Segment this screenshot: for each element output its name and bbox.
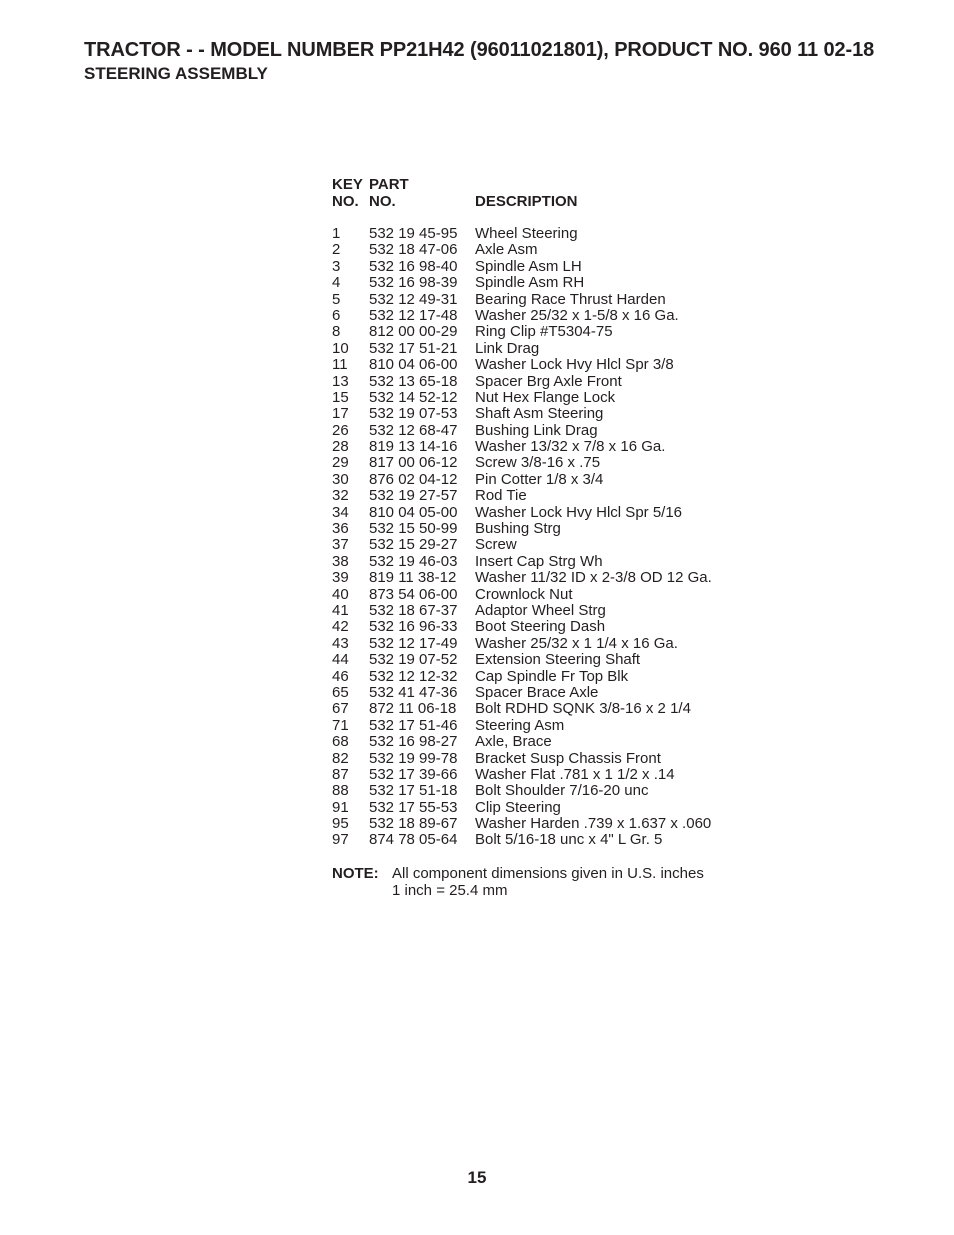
part-number-cell: 532 14 52-12 <box>369 388 458 406</box>
key-cell: 26 <box>332 421 349 439</box>
key-cell: 40 <box>332 585 349 603</box>
part-number-cell: 532 12 68-47 <box>369 421 458 439</box>
description-cell: Link Drag <box>475 339 540 357</box>
description-cell: Bolt RDHD SQNK 3/8-16 x 2 1/4 <box>475 700 691 718</box>
part-number-cell: 532 12 17-48 <box>369 306 458 324</box>
description-cell: Bolt Shoulder 7/16-20 unc <box>475 782 649 800</box>
key-cell: 5 <box>332 290 341 308</box>
key-cell: 39 <box>332 569 349 587</box>
key-cell: 82 <box>332 749 349 767</box>
key-cell: 34 <box>332 503 349 521</box>
key-cell: 4 <box>332 274 341 292</box>
part-number-cell: 532 18 67-37 <box>369 601 458 619</box>
part-number-cell: 810 04 06-00 <box>369 356 458 374</box>
note-text <box>392 866 704 899</box>
part-number-cell: 532 17 51-46 <box>369 716 458 734</box>
part-number-cell: 532 12 49-31 <box>369 290 458 308</box>
key-cell: 95 <box>332 815 349 833</box>
key-cell: 67 <box>332 700 349 718</box>
description-header: DESCRIPTION <box>475 193 578 210</box>
key-cell: 38 <box>332 552 349 570</box>
key-cell: 41 <box>332 601 349 619</box>
part-header-line1: PART <box>369 176 409 193</box>
part-number-cell: 532 17 51-18 <box>369 782 458 800</box>
part-number-cell: 819 11 38-12 <box>369 569 457 587</box>
key-cell: 46 <box>332 667 349 685</box>
description-cell: Clip Steering <box>475 798 561 816</box>
description-cell: Rod Tie <box>475 487 527 505</box>
key-cell: 91 <box>332 798 349 816</box>
description-cell: Wheel Steering <box>475 225 578 242</box>
description-cell: Axle, Brace <box>475 733 552 751</box>
description-cell: Ring Clip #T5304-75 <box>475 323 613 341</box>
key-cell: 1 <box>332 225 341 242</box>
description-cell: Washer Lock Hvy Hlcl Spr 3/8 <box>475 356 674 374</box>
part-number-cell: 876 02 04-12 <box>369 470 458 488</box>
key-cell: 37 <box>332 536 349 554</box>
part-number-cell: 532 12 17-49 <box>369 634 458 652</box>
part-number-cell: 874 78 05-64 <box>369 831 458 849</box>
description-cell: Washer 13/32 x 7/8 x 16 Ga. <box>475 438 666 456</box>
key-cell: 6 <box>332 306 341 324</box>
description-cell: Washer Harden .739 x 1.637 x .060 <box>475 815 712 833</box>
part-number-cell: 532 16 98-39 <box>369 274 458 292</box>
part-number-cell: 532 16 96-33 <box>369 618 458 636</box>
description-cell: Crownlock Nut <box>475 585 573 603</box>
part-number-cell: 872 11 06-18 <box>369 700 457 718</box>
key-cell: 44 <box>332 651 349 669</box>
description-cell: Washer 11/32 ID x 2-3/8 OD 12 Ga. <box>475 569 712 587</box>
key-header-line1: KEY <box>332 176 363 193</box>
part-number-cell: 819 13 14-16 <box>369 438 458 456</box>
page-subtitle: STEERING ASSEMBLY <box>84 64 268 83</box>
part-number-cell: 532 18 47-06 <box>369 241 458 259</box>
part-number-cell: 532 17 55-53 <box>369 798 458 816</box>
description-cell: Spindle Asm LH <box>475 257 582 275</box>
part-number-cell: 532 41 47-36 <box>369 683 458 701</box>
part-number-cell: 817 00 06-12 <box>369 454 458 472</box>
key-cell: 8 <box>332 323 341 341</box>
part-number-cell: 532 19 46-03 <box>369 552 458 570</box>
key-cell: 68 <box>332 733 349 751</box>
part-number-cell: 532 12 12-32 <box>369 667 458 685</box>
description-cell: Steering Asm <box>475 716 565 734</box>
key-cell: 29 <box>332 454 349 472</box>
part-number-cell: 532 19 99-78 <box>369 749 458 767</box>
part-number-cell: 810 04 05-00 <box>369 503 458 521</box>
description-cell: Adaptor Wheel Strg <box>475 601 606 619</box>
key-cell: 30 <box>332 470 349 488</box>
part-number-cell: 532 18 89-67 <box>369 815 458 833</box>
description-cell: Spacer Brg Axle Front <box>475 372 622 390</box>
description-cell: Shaft Asm Steering <box>475 405 604 423</box>
part-number-cell: 532 19 07-52 <box>369 651 458 669</box>
description-cell: Washer Flat .781 x 1 1/2 x .14 <box>475 765 675 783</box>
description-cell: Axle Asm <box>475 241 538 259</box>
key-cell: 11 <box>332 356 348 374</box>
key-cell: 42 <box>332 618 349 636</box>
description-cell: Washer 25/32 x 1 1/4 x 16 Ga. <box>475 634 678 652</box>
part-number-cell: 532 16 98-27 <box>369 733 458 751</box>
description-cell: Bearing Race Thrust Harden <box>475 290 666 308</box>
description-cell: Bracket Susp Chassis Front <box>475 749 661 767</box>
description-cell: Cap Spindle Fr Top Blk <box>475 667 629 685</box>
part-number-cell: 532 15 29-27 <box>369 536 458 554</box>
key-cell: 2 <box>332 241 341 259</box>
description-cell: Nut Hex Flange Lock <box>475 388 616 406</box>
description-cell: Spacer Brace Axle <box>475 683 599 701</box>
key-cell: 88 <box>332 782 349 800</box>
part-number-cell: 532 19 45-95 <box>369 225 458 242</box>
part-number-cell: 532 15 50-99 <box>369 520 458 538</box>
key-cell: 10 <box>332 339 349 357</box>
description-cell: Washer Lock Hvy Hlcl Spr 5/16 <box>475 503 683 521</box>
key-cell: 97 <box>332 831 349 849</box>
part-number-cell: 532 13 65-18 <box>369 372 458 390</box>
part-number-cell: 532 17 51-21 <box>369 339 458 357</box>
key-cell: 3 <box>332 257 341 275</box>
part-number-cell: 873 54 06-00 <box>369 585 458 603</box>
key-cell: 65 <box>332 683 349 701</box>
description-cell: Extension Steering Shaft <box>475 651 641 669</box>
key-header-line2: NO. <box>332 193 359 210</box>
description-cell: Bolt 5/16-18 unc x 4" L Gr. 5 <box>475 831 663 849</box>
description-cell: Insert Cap Strg Wh <box>475 552 603 570</box>
part-number-cell: 532 19 27-57 <box>369 487 458 505</box>
description-cell: Screw 3/8-16 x .75 <box>475 454 601 472</box>
note-line-1: All component dimensions given in U.S. inches <box>392 865 704 882</box>
description-cell: Bushing Link Drag <box>475 421 598 439</box>
note-line-2: 1 inch = 25.4 mm <box>392 881 508 899</box>
description-cell: Screw <box>475 536 517 554</box>
key-cell: 15 <box>332 388 349 406</box>
key-cell: 87 <box>332 765 349 783</box>
key-cell: 71 <box>332 716 349 734</box>
description-cell: Boot Steering Dash <box>475 618 606 636</box>
key-cell: 28 <box>332 438 349 456</box>
key-cell: 17 <box>332 405 349 423</box>
note-label: NOTE: <box>332 865 379 882</box>
description-cell: Washer 25/32 x 1-5/8 x 16 Ga. <box>475 306 679 324</box>
key-cell: 13 <box>332 372 349 390</box>
part-number-cell: 812 00 00-29 <box>369 323 458 341</box>
description-cell: Pin Cotter 1/8 x 3/4 <box>475 470 604 488</box>
page-title: TRACTOR - - MODEL NUMBER PP21H42 (96011021801), PRODUCT NO. 960 11 02-18 <box>84 39 875 61</box>
part-number-cell: 532 16 98-40 <box>369 257 458 275</box>
part-number-cell: 532 17 39-66 <box>369 765 458 783</box>
description-cell: Bushing Strg <box>475 520 561 538</box>
page-number: 15 <box>467 1168 487 1187</box>
part-number-cell: 532 19 07-53 <box>369 405 458 423</box>
key-cell: 43 <box>332 634 349 652</box>
page-header <box>84 38 874 84</box>
description-cell: Spindle Asm RH <box>475 274 585 292</box>
key-cell: 36 <box>332 520 349 538</box>
part-header-line2: NO. <box>369 193 396 210</box>
key-cell: 32 <box>332 487 349 505</box>
